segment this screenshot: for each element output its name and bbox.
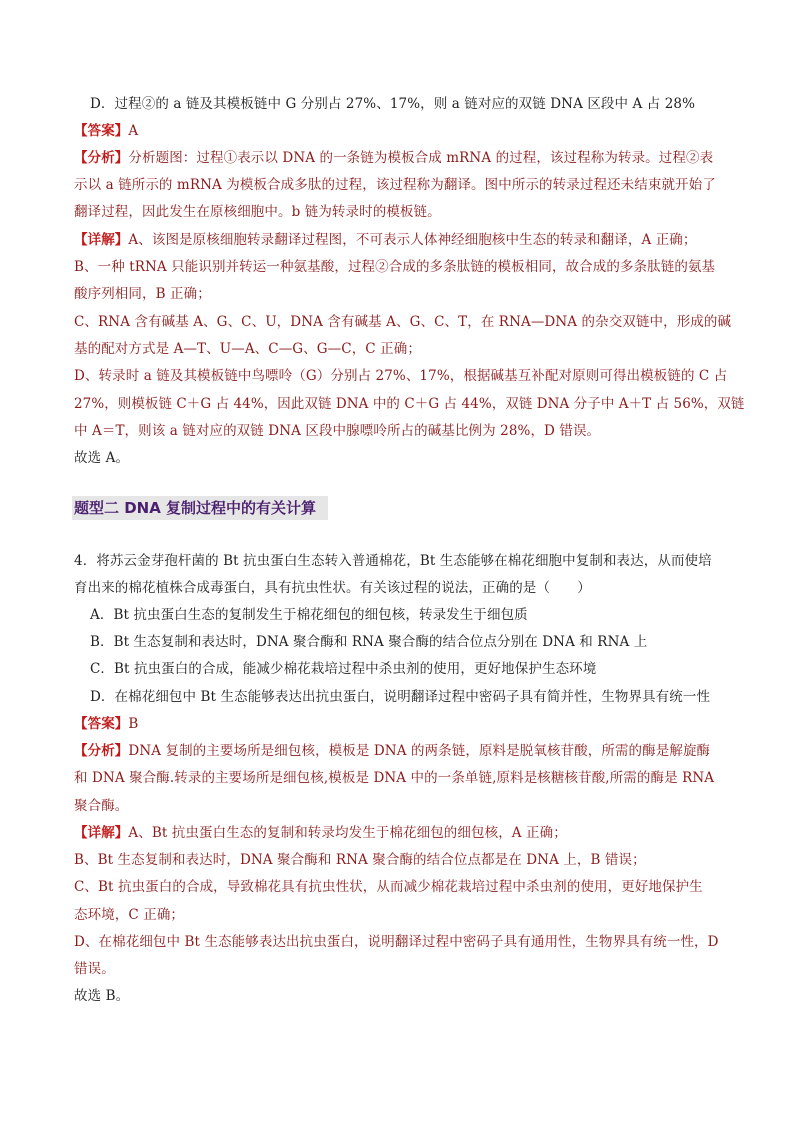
analysis-1-line-3: 翻译过程，因此发生在原核细胞中。b 链为转录时的模板链。 [74,204,441,220]
q4-stem-line-2: 育出来的棉花植株合成毒蛋白，具有抗虫性状。有关该过程的说法，正确的是（ ） [74,580,591,596]
detail-1-line-8: 中 A＝T，则该 a 链对应的双链 DNA 区段中腺嘌呤所占的碱基比例为 28%，D 错误。 [74,423,601,439]
analysis-2-line-2: 和 DNA 聚合酶.转录的主要场所是细包核,模板是 DNA 中的一条单链,原料是核糖核苷酸,所需的酶是 RNA [74,770,715,786]
analysis-2-line-1: 【分析】DNA 复制的主要场所是细包核，模板是 DNA 的两条链，原料是脱氧核苷酸，所需的酶是解旋酶 [74,743,711,759]
detail-2-line-4: 态环境，C 正确； [74,907,185,923]
analysis-tag: 【分析】 [74,150,129,166]
detail-1-conclusion: 故选 A。 [74,450,130,466]
detail-1-line-6: D、转录时 a 链及其模板链中鸟嘌呤（G）分别占 27%、17%，根据碱基互补配对原则可得出模板链的 C 占 [74,368,728,384]
detail-2-line-2: B、Bt 生态复制和表达时，DNA 聚合酶和 RNA 聚合酶的结合位点都是在 DNA 上，B 错误； [74,852,646,868]
detail-1-line-1: 【详解】A、该图是原核细胞转录翻译过程图，不可表示人体神经细胞核中生态的转录和翻译，A 正确； [74,232,697,248]
q4-option-c: C．Bt 抗虫蛋白的合成，能减少棉花栽培过程中杀虫剂的使用，更好地保护生态环境 [90,661,597,677]
analysis-tag: 【分析】 [74,743,129,759]
detail-2-line-6: 错误。 [74,961,115,977]
answer-2 [74,715,138,733]
q4-option-b: B．Bt 生态复制和表达时，DNA 聚合酶和 RNA 聚合酶的结合位点分别在 DNA 和 RNA 上 [90,634,648,650]
detail-2-conclusion: 故选 B。 [74,988,130,1004]
detail-2-line-3: C、Bt 抗虫蛋白的合成，导致棉花具有抗虫性状，从而减少棉花栽培过程中杀虫剂的使用，更好地保护生 [74,879,703,895]
detail-2-line-5: D、在棉花细包中 Bt 生态能够表达出抗虫蛋白，说明翻译过程中密码子具有通用性，生物界具有统一性，D [74,934,719,950]
q4-option-d: D．在棉花细包中 Bt 生态能够表达出抗虫蛋白，说明翻译过程中密码子具有简并性，生物界具有统一性 [90,689,711,705]
detail-1-line-4: C、RNA 含有碱基 A、G、C、U，DNA 含有碱基 A、G、C、T，在 RNA—DNA 的杂交双链中，形成的碱 [74,314,732,330]
answer-1 [74,122,138,140]
detail-1-line-2: B、一种 tRNA 只能识别并转运一种氨基酸，过程②合成的多条肽链的模板相同，故合成的多条肽链的氨基 [74,259,716,275]
answer-tag: 【答案】 [74,123,129,139]
q3-option-d: D．过程②的 a 链及其模板链中 G 分别占 27%、17%，则 a 链对应的双链 DNA 区段中 A 占 28% [90,96,696,112]
detail-1-line-3: 酸序列相同，B 正确； [74,286,211,302]
detail-tag: 【详解】 [74,825,129,841]
q4-stem-line-1: 4．将苏云金芽孢杆菌的 Bt 抗虫蛋白生态转入普通棉花，Bt 生态能够在棉花细胞中复制和表达，从而使培 [74,553,712,569]
detail-tag: 【详解】 [74,232,129,248]
section-title: 题型二 DNA 复制过程中的有关计算 [74,499,317,517]
analysis-2-line-3: 聚合酶。 [74,798,129,814]
analysis-1-line-1: 【分析】分析题图：过程①表示以 DNA 的一条链为模板合成 mRNA 的过程，该过程称为转录。过程②表 [74,150,714,166]
detail-1-line-7: 27%，则模板链 C＋G 占 44%，因此双链 DNA 中的 C＋G 占 44%，双链 DNA 分子中 A＋T 占 56%，双链 [74,396,745,412]
answer-value: B [128,716,139,732]
analysis-1-line-2: 示以 a 链所示的 mRNA 为模板合成多肽的过程，该过程称为翻译。图中所示的转录过程还未结束就开始了 [74,177,716,193]
answer-tag: 【答案】 [74,716,129,732]
detail-1-line-5: 基的配对方式是 A—T、U—A、C—G、G—C，C 正确； [74,341,421,357]
answer-value: A [128,123,139,139]
q4-option-a: A．Bt 抗虫蛋白生态的复制发生于棉花细包的细包核，转录发生于细包质 [90,607,528,623]
detail-2-line-1: 【详解】A、Bt 抗虫蛋白生态的复制和转录均发生于棉花细包的细包核，A 正确； [74,825,567,841]
